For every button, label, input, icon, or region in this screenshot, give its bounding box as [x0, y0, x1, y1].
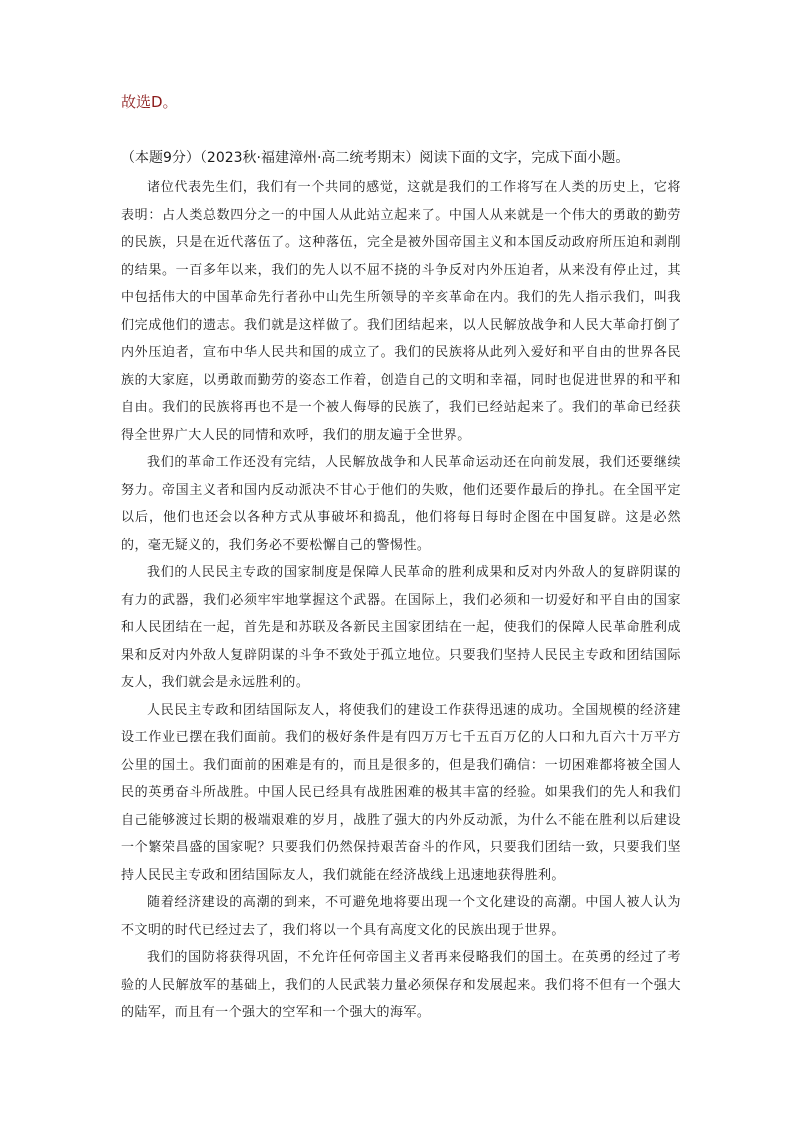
passage-paragraph-6: 我们的国防将获得巩固，不允许任何帝国主义者再来侵略我们的国土。在英勇的经过了考验的人民解放军的基础上，我们的人民武装力量必须保存和发展起来。我们将不但有一个强大的陆军，而且有一个强大的空军和一个强大的海军。 [121, 950, 681, 1020]
passage-paragraph-2: 我们的革命工作还没有完结，人民解放战争和人民革命运动还在向前发展，我们还要继续努力。帝国主义者和国内反动派决不甘心于他们的失败，他们还要作最后的挣扎。在全国平定以后，他们也还会以各种方式从事破坏和捣乱，他们将每日每时企图在中国复辟。这是必然的，毫无疑义的，我们务必不要松懈自己的警惕性。 [121, 455, 681, 553]
passage-paragraph-4: 人民民主专政和团结国际友人，将使我们的建设工作获得迅速的成功。全国规模的经济建设工作业已摆在我们面前。我们的极好条件是有四万万七千五百万亿的人口和九百六十万平方公里的国土。我们面前的困难是有的，而且是很多的，但是我们确信：一切困难都将被全国人民的英勇奋斗所战胜。中国人民已经具有战胜困难的极其丰富的经验。如果我们的先人和我们自己能够渡过长期的极端艰难的岁月，战胜了强大的内外反动派，为什么不能在胜利以后建设一个繁荣昌盛的国家呢？只要我们仍然保持艰苦奋斗的作风，只要我们团结一致，只要我们坚持人民民主专政和团结国际友人，我们就能在经济战线上迅速地获得胜利。 [121, 702, 681, 883]
passage-paragraph-1: 诸位代表先生们，我们有一个共同的感觉，这就是我们的工作将写在人类的历史上，它将表明：占人类总数四分之一的中国人从此站立起来了。中国人从来就是一个伟大的勇敢的勤劳的民族，只是在近代落伍了。这种落伍，完全是被外国帝国主义和本国反动政府所压迫和剥削的结果。一百多年以来，我们的先人以不屈不挠的斗争反对内外压迫者，从来没有停止过，其中包括伟大的中国革命先行者孙中山先生所领导的辛亥革命在内。我们的先人指示我们，叫我们完成他们的遗志。我们就是这样做了。我们团结起来，以人民解放战争和人民大革命打倒了内外压迫者，宣布中华人民共和国的成立了。我们的民族将从此列入爱好和平自由的世界各民族的大家庭，以勇敢而勤劳的姿态工作着，创造自己的文明和幸福，同时也促进世界的和平和自由。我们的民族将再也不是一个被人侮辱的民族了，我们已经站起来了。我们的革命已经获得全世界广大人民的同情和欢呼，我们的朋友遍于全世界。 [121, 180, 681, 443]
passage-paragraph-5: 随着经济建设的高潮的到来，不可避免地将要出现一个文化建设的高潮。中国人被人认为不文明的时代已经过去了，我们将以一个具有高度文化的民族出现于世界。 [121, 895, 681, 938]
answer-line: 故选D。 [121, 93, 178, 111]
question-header: （本题9分）（2023秋·福建漳州·高二统考期末）阅读下面的文字，完成下面小题。 [121, 150, 630, 166]
reading-passage [121, 174, 681, 1027]
passage-paragraph-3: 我们的人民民主专政的国家制度是保障人民革命的胜利成果和反对内外敌人的复辟阴谋的有力的武器，我们必须牢牢地掌握这个武器。在国际上，我们必须和一切爱好和平自由的国家和人民团结在一起，首先是和苏联及各新民主国家团结在一起，使我们的保障人民革命胜利成果和反对内外敌人复辟阴谋的斗争不致处于孤立地位。只要我们坚持人民民主专政和团结国际友人，我们就会是永远胜利的。 [121, 565, 681, 690]
